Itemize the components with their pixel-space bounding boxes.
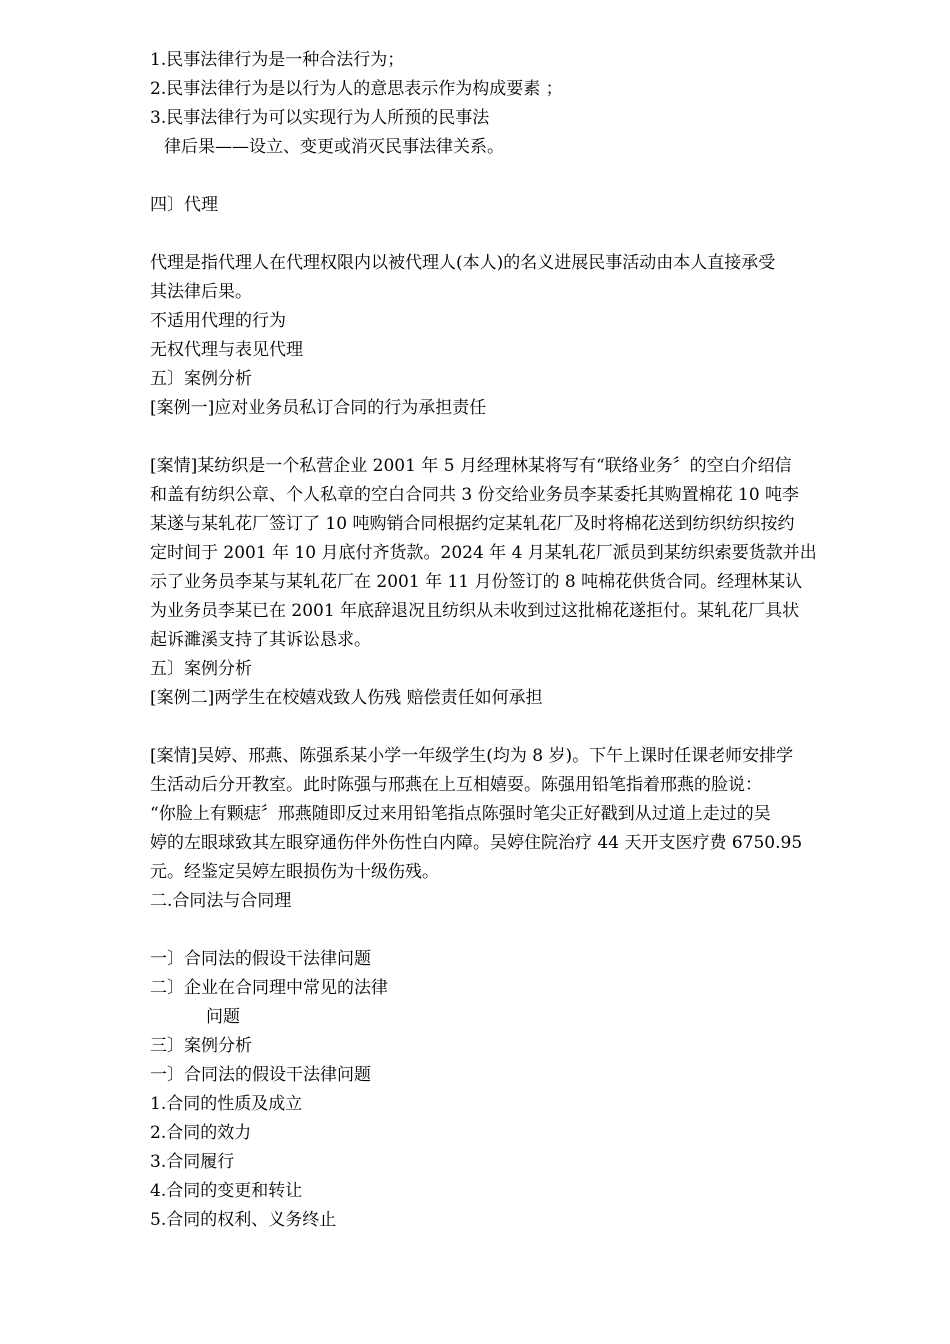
text-line: 定时间于 2001 年 10 月底付齐货款。2024 年 4 月某轧花厂派员到某纺织索要货款并出 — [150, 543, 817, 563]
list-item: 4.合同的变更和转让 — [150, 1181, 303, 1201]
document-body — [150, 46, 870, 1235]
text-line: 生活动后分开教室。此时陈强与邢燕在上互相嬉耍。陈强用铅笔指着邢燕的脸说： — [150, 775, 762, 795]
text-line: 一〕合同法的假设干法律问题 — [150, 949, 371, 969]
section-heading: 四〕代理 — [150, 195, 218, 215]
case-title: [案例二]两学生在校嬉戏致人伤残 赔偿责任如何承担 — [150, 688, 543, 708]
text-line: 示了业务员李某与某轧花厂在 2001 年 11 月份签订的 8 吨棉花供货合同。经理林某认 — [150, 572, 803, 592]
text-line: 元。经鉴定吴婷左眼损伤为十级伤残。 — [150, 862, 439, 882]
text-line: 律后果——设立、变更或消灭民事法律关系。 — [164, 137, 504, 157]
text-line: “你脸上有颗痣〞邢燕随即反过来用铅笔指点陈强时笔尖正好戳到从过道上走过的吴 — [150, 804, 771, 824]
text-line: 无权代理与表见代理 — [150, 340, 303, 360]
text-line: 代理是指代理人在代理权限内以被代理人(本人)的名义进展民事活动由本人直接承受 — [150, 253, 776, 273]
text-line: [案情]吴婷、邢燕、陈强系某小学一年级学生(均为 8 岁)。下午上课时任课老师安排学 — [150, 746, 794, 766]
text-line: 不适用代理的行为 — [150, 311, 286, 331]
list-item: 3.合同履行 — [150, 1152, 235, 1172]
text-line: 婷的左眼球致其左眼穿通伤伴外伤性白内障。吴婷住院治疗 44 天开支医疗费 6750.95 — [150, 833, 803, 853]
blank-line — [150, 220, 870, 249]
text-line: 3.民事法律行为可以实现行为人所预的民事法 — [150, 108, 490, 128]
section-heading: 五〕案例分析 — [150, 659, 252, 679]
blank-line — [150, 423, 870, 452]
blank-line — [150, 162, 870, 191]
list-item: 2.合同的效力 — [150, 1123, 252, 1143]
text-line: 二〕企业在合同理中常见的法律 — [150, 978, 388, 998]
section-heading: 三〕案例分析 — [150, 1036, 252, 1056]
blank-line — [150, 916, 870, 945]
text-line: 某遂与某轧花厂签订了 10 吨购销合同根据约定某轧花厂及时将棉花送到纺织纺织按约 — [150, 514, 795, 534]
text-line: 为业务员李某已在 2001 年底辞退况且纺织从未收到过这批棉花遂拒付。某轧花厂具状 — [150, 601, 800, 621]
text-line: 其法律后果。 — [150, 282, 252, 302]
text-line: 1.民事法律行为是一种合法行为； — [150, 50, 405, 70]
text-line: 和盖有纺织公章、个人私章的空白合同共 3 份交给业务员李某委托其购置棉花 10 吨李 — [150, 485, 800, 505]
list-item: 1.合同的性质及成立 — [150, 1094, 303, 1114]
blank-line — [150, 713, 870, 742]
section-heading: 二.合同法与合同理 — [150, 891, 292, 911]
text-line: 一〕合同法的假设干法律问题 — [150, 1065, 371, 1085]
text-line: [案情]某纺织是一个私营企业 2001 年 5 月经理林某将写有“联络业务〞的空白介绍信 — [150, 456, 792, 476]
text-line: 起诉濉溪支持了其诉讼恳求。 — [150, 630, 371, 650]
list-item: 5.合同的权利、义务终止 — [150, 1210, 337, 1230]
text-line: 问题 — [206, 1007, 240, 1027]
text-line: 2.民事法律行为是以行为人的意思表示作为构成要素 ； — [150, 79, 563, 99]
section-heading: 五〕案例分析 — [150, 369, 252, 389]
case-title: [案例一]应对业务员私订合同的行为承担责任 — [150, 398, 487, 418]
